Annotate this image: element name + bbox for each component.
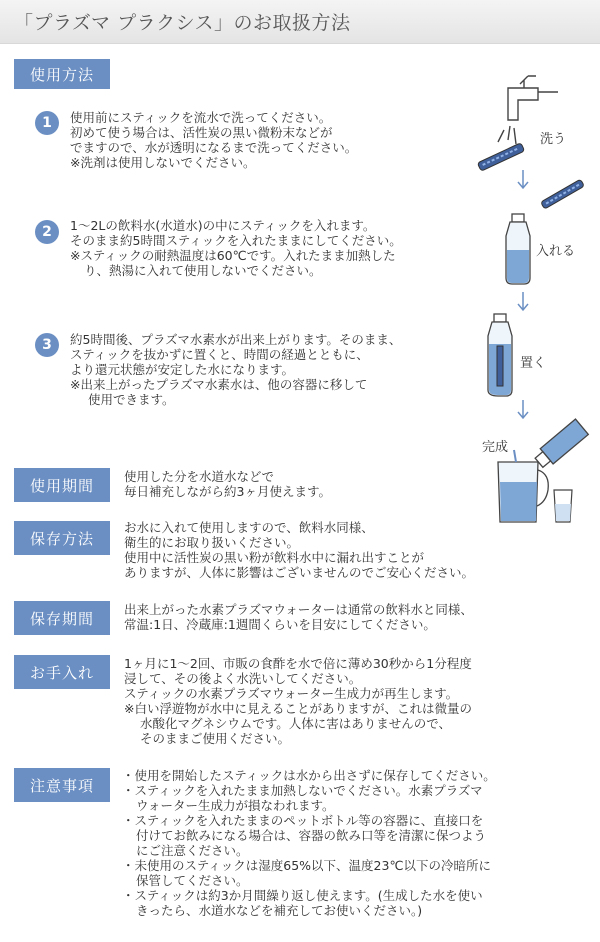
usage-label: 使用方法 [14,59,110,89]
section-label-usage-period: 使用期間 [14,468,110,502]
section-maintenance-text: ※白い浮遊物が水中に見えることがありますが、これは微量の [124,701,472,716]
glass-icon [554,490,572,522]
step-2-number: 2 [35,220,59,244]
section-precautions-text: ・スティックを入れたまま加熱しないでください。水素プラズマ [122,783,483,798]
step-2-text: り、熱湯に入れて使用しないでください。 [84,263,322,278]
illustration-drawing [468,70,598,530]
section-maintenance-text: スティックの水素プラズマウォーター生成力が再生します。 [124,686,459,701]
step-2-text: そのまま約5時間スティックを入れたままにしてください。 [70,233,402,248]
step-3-number: 3 [35,333,59,357]
section-usage-period-text: 毎日補充しながら約3ヶ月使えます。 [124,484,331,499]
step-1-text: 使用前にスティックを流水で洗ってください。 [70,110,332,125]
step-1-text: でますので、水が透明になるまで洗ってください。 [70,140,358,155]
section-precautions-text: ・使用を開始したスティックは水から出さずに保存してください。 [122,768,496,783]
illustration-label-put-in: 入れる [536,244,576,259]
bottle-icon [488,314,512,396]
step-3-text: 使用できます。 [88,392,175,407]
section-usage-period-text: 使用した分を水道水などで [124,469,275,484]
section-storage-period-text: 常温:1日、冷蔵庫:1週間くらいを目安にしてください。 [124,617,436,632]
stick-icon [477,143,524,171]
section-maintenance-text: 水酸化マグネシウムです。人体に害はありませんので、 [140,716,452,731]
page-header [0,0,600,44]
section-precautions-text: ウォーター生成力が損なわれます。 [136,798,335,813]
instruction-illustration [468,70,598,530]
section-precautions-text: ・スティックを入れたままのペットボトル等の容器に、直接口を [122,813,484,828]
arrow-down-icon [518,292,528,310]
step-3-text: スティックを抜かずに置くと、時間の経過とともに、 [70,347,369,362]
section-storage-method-text: 使用中に活性炭の黒い粉が飲料水中に漏れ出すことが [124,550,425,565]
step-2-text: 1〜2Lの飲料水(水道水)の中にスティックを入れます。 [70,218,376,233]
section-storage-period-text: 出来上がった水素プラズマウォーターは通常の飲料水と同様、 [124,602,473,617]
section-label-maintenance: お手入れ [14,655,110,689]
step-2-text: ※スティックの耐熱温度は60℃です。入れたまま加熱した [70,248,396,263]
stick-icon [541,179,585,209]
section-precautions-text: きったら、水道水などを補充してお使いください。) [136,903,423,918]
illustration-label-place: 置く [520,356,547,371]
section-precautions-text: ・未使用のスティックは湿度65%以下、温度23℃以下の冷暗所に [122,858,491,873]
section-label-storage-method: 保存方法 [14,521,110,555]
section-storage-method-text: 衛生的にお取り扱いください。 [124,535,300,550]
section-precautions-text: にご注意ください。 [136,843,249,858]
section-maintenance-text: 1ヶ月に1〜2回、市販の食酢を水で倍に薄め30秒から1分程度 [124,656,472,671]
section-maintenance-text: 浸して、その後よく水洗いしてください。 [124,671,362,686]
arrow-down-icon [518,400,528,418]
bottle-icon [506,214,530,284]
pouring-bottle-icon [533,419,589,470]
step-3-text: ※出来上がったプラズマ水素水は、他の容器に移して [70,377,368,392]
step-3-text: 約5時間後、プラズマ水素水が出来上がります。そのまま、 [70,332,402,347]
section-precautions-text: 保管してください。 [136,873,249,888]
section-label-storage-period: 保存期間 [14,601,110,635]
page-title: 「プラズマ プラクシス」のお取扱方法 [14,12,351,34]
step-1-number: 1 [35,111,59,135]
illustration-label-done: 完成 [482,440,509,455]
step-1-text: 初めて使う場合は、活性炭の黒い微粉末などが [70,125,333,140]
section-precautions-text: ・スティックは約3か月間繰り返し使えます。(生成した水を使い [122,888,483,903]
illustration-label-wash: 洗う [540,132,567,147]
section-storage-method-text: お水に入れて使用しますので、飲料水同様、 [124,520,374,535]
section-precautions-text: 付けてお飲みになる場合は、容器の飲み口等を清潔に保つよう [136,828,487,843]
section-storage-method-text: ありますが、人体に影響はございませんのでご安心ください。 [124,565,475,580]
step-1-text: ※洗剤は使用しないでください。 [70,155,256,170]
step-3-text: より還元状態が安定した水になります。 [70,362,295,377]
arrow-down-icon [518,170,528,188]
section-maintenance-text: そのままご使用ください。 [140,731,291,746]
section-label-precautions: 注意事項 [14,768,110,802]
